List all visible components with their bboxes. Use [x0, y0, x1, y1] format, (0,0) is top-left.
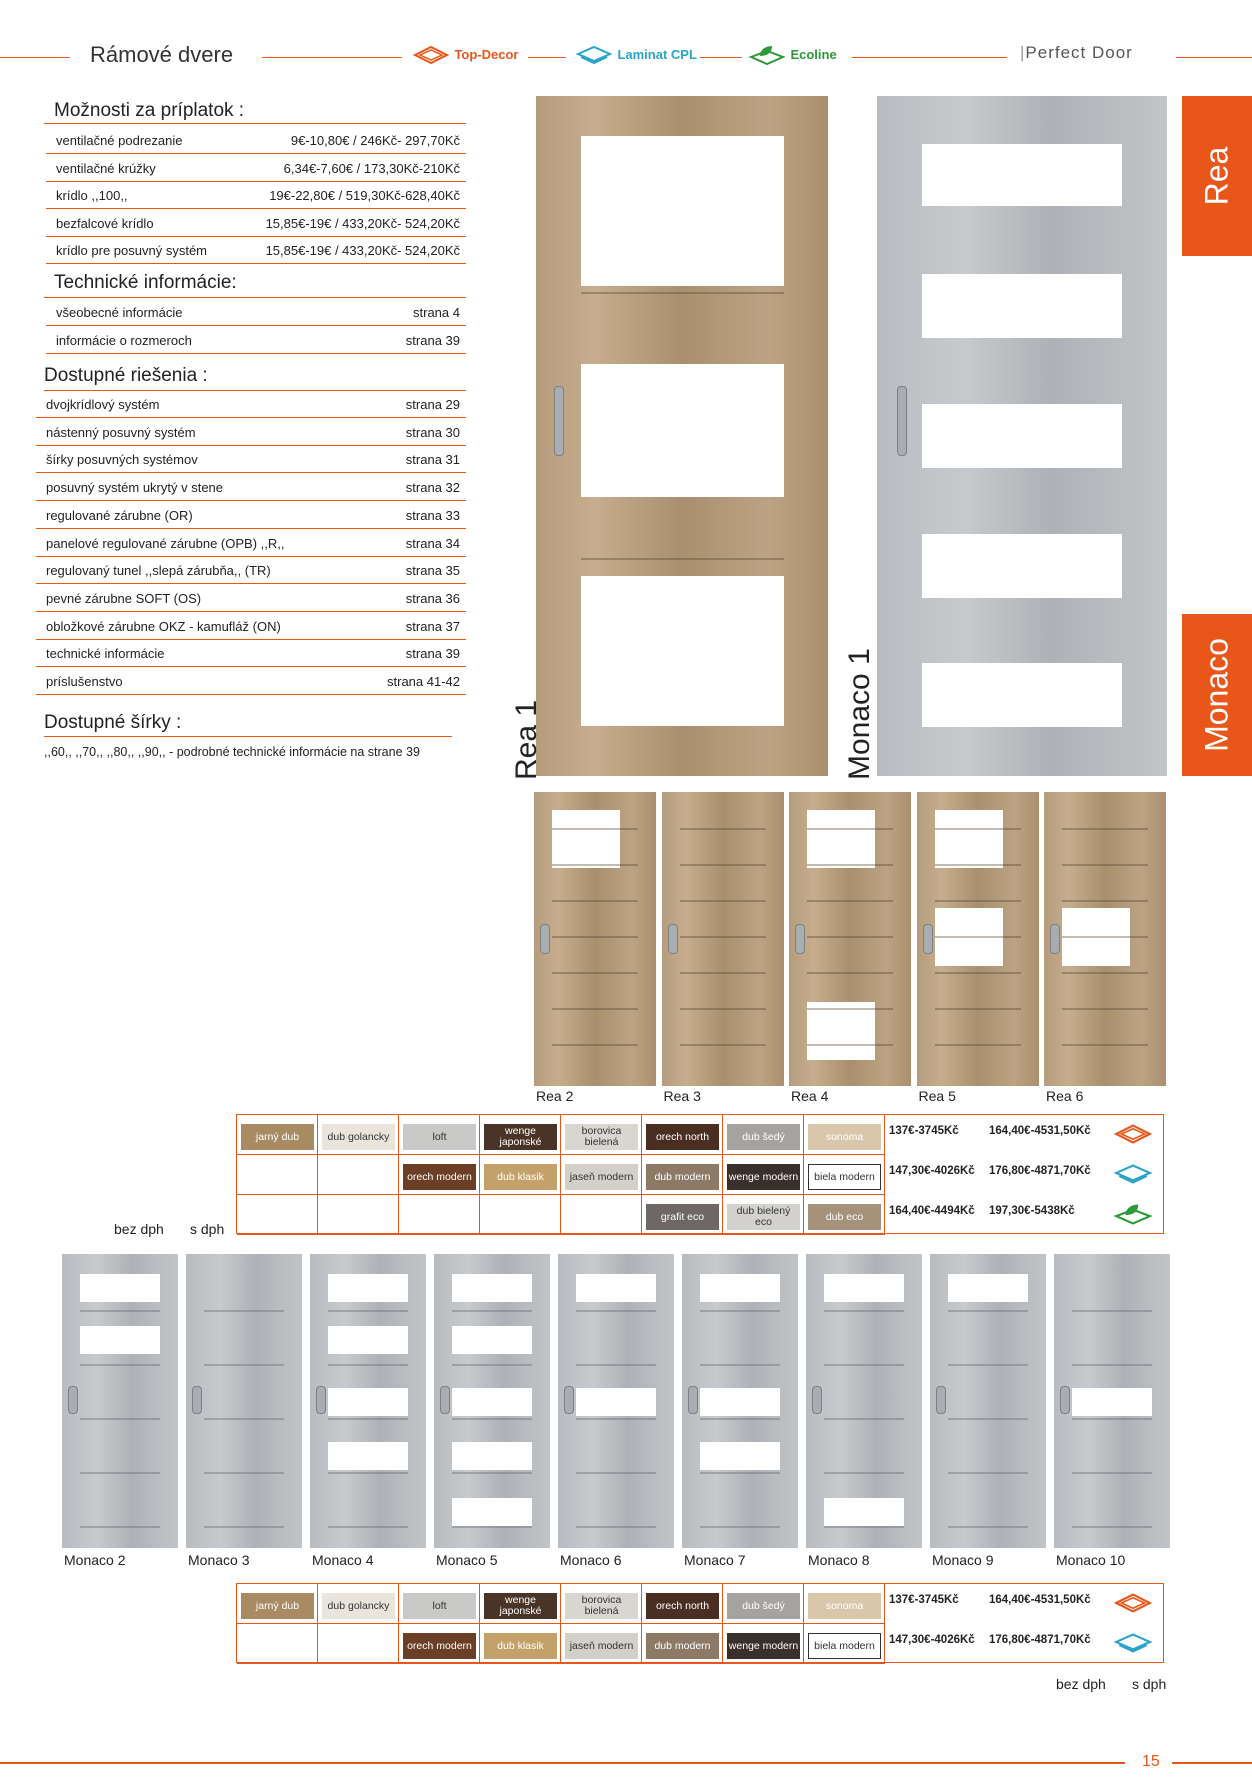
tab-label: Monaco: [1198, 638, 1235, 752]
row-value: 6,34€-7,60€ / 173,30Kč-210Kč: [283, 160, 460, 176]
color-swatch: wenge modern: [727, 1633, 800, 1659]
table-row: [36, 641, 466, 667]
table-row: [36, 475, 466, 501]
brand-laminat: [575, 44, 697, 66]
table-row: [46, 128, 466, 154]
table-row: [36, 669, 466, 695]
color-swatch: jaseň modern: [565, 1633, 638, 1659]
monaco-door: [930, 1254, 1046, 1548]
section-rule: [44, 297, 466, 298]
brand-ecoline: [748, 44, 837, 66]
row-label: nástenný posuvný systém: [46, 424, 196, 440]
laminat-icon: [1113, 1161, 1153, 1187]
rea-door-label: Rea 4: [791, 1088, 829, 1104]
color-swatch: orech north: [646, 1124, 719, 1150]
row-label: bezfalcové krídlo: [56, 215, 154, 231]
row-label: ventilačné podrezanie: [56, 133, 183, 148]
row-value: strana 32: [405, 480, 460, 496]
table-row: [36, 558, 466, 584]
rea-1-label: Rea 1: [510, 699, 543, 780]
header-rule: [852, 57, 1007, 58]
row-value: 19€-22,80€ / 519,30Kč-628,40Kč: [269, 188, 460, 203]
row-label: krídlo ,,100,,: [56, 188, 128, 203]
color-grid: [236, 1583, 1164, 1663]
technicke-title: Technické informácie:: [54, 272, 237, 293]
color-swatch: borovica bielená: [565, 1124, 638, 1150]
color-swatch: borovica bielená: [565, 1593, 638, 1619]
color-swatch: sonoma: [808, 1593, 881, 1619]
color-swatch: jaseň modern: [565, 1164, 638, 1190]
s-dph-label: s dph: [190, 1221, 225, 1237]
brand-top-decor: [412, 44, 519, 66]
color-swatch: wenge japonské: [484, 1124, 557, 1150]
row-value: 15,85€-19€ / 433,20Kč- 524,20Kč: [265, 243, 460, 258]
price-s-dph: 197,30€-5438Kč: [989, 1205, 1075, 1217]
color-swatch: dub golancky: [322, 1593, 395, 1619]
row-label: regulovaný tunel ,,slepá zárubňa,, (TR): [46, 563, 271, 579]
monaco-1-door: [877, 96, 1167, 776]
monaco-1-label: Monaco 1: [843, 648, 876, 780]
color-swatch: dub eco: [808, 1204, 881, 1230]
row-label: príslušenstvo: [46, 674, 123, 689]
table-row: [36, 392, 466, 418]
color-swatch: orech modern: [403, 1633, 476, 1659]
price-s-dph: 176,80€-4871,70Kč: [989, 1165, 1091, 1177]
rea-door-label: Rea 2: [536, 1088, 574, 1104]
row-value: 15,85€-19€ / 433,20Kč- 524,20Kč: [265, 215, 460, 231]
row-value: strana 34: [405, 535, 460, 551]
row-label: dvojkrídlový systém: [46, 397, 160, 412]
color-swatch: jarný dub: [241, 1124, 314, 1150]
row-value: strana 36: [405, 590, 460, 606]
laminat-icon: [575, 44, 613, 66]
laminat-icon: [1113, 1630, 1153, 1656]
row-label: informácie o rozmeroch: [56, 332, 192, 348]
moznosti-title: Možnosti za príplatok :: [54, 100, 245, 121]
top-decor-icon: [1113, 1121, 1153, 1147]
color-swatch: wenge modern: [727, 1164, 800, 1190]
top-decor-icon: [412, 44, 450, 66]
header-rule: [0, 57, 70, 58]
tab-rea: [1182, 96, 1252, 256]
row-value: 9€-10,80€ / 246Kč- 297,70Kč: [290, 133, 460, 148]
monaco-door-label: Monaco 2: [64, 1552, 126, 1568]
price-bez-dph: 137€-3745Kč: [889, 1594, 959, 1606]
row-label: panelové regulované zárubne (OPB) ,,R,,: [46, 535, 285, 551]
row-value: strana 29: [405, 397, 460, 412]
color-swatch: orech modern: [403, 1164, 476, 1190]
table-row: [36, 531, 466, 557]
row-value: strana 39: [405, 332, 460, 348]
color-swatch: orech north: [646, 1593, 719, 1619]
header-rule: [528, 57, 566, 58]
rea-door-label: Rea 3: [663, 1088, 701, 1104]
sirky-text: ,,60,, ,,70,, ,,80,, ,,90,, - podrobné technické informácie na strane 39: [44, 745, 420, 759]
table-row: [46, 328, 466, 354]
page-number: 15: [1142, 1753, 1160, 1770]
row-value: strana 33: [405, 507, 460, 523]
row-value: strana 37: [405, 618, 460, 634]
section-rule: [44, 736, 452, 737]
color-swatch: jarný dub: [241, 1593, 314, 1619]
table-row: [36, 614, 466, 640]
rea-door: [789, 792, 911, 1086]
color-swatch: dub klasik: [484, 1164, 557, 1190]
rea-door-label: Rea 5: [918, 1088, 956, 1104]
row-value: strana 35: [405, 563, 460, 579]
price-s-dph: 164,40€-4531,50Kč: [989, 1125, 1091, 1137]
monaco-door-label: Monaco 7: [684, 1552, 746, 1568]
table-row: [46, 238, 466, 264]
table-row: [36, 420, 466, 446]
monaco-door: [558, 1254, 674, 1548]
table-row: [36, 586, 466, 612]
rea-1-door: [536, 96, 828, 776]
price-bez-dph: 147,30€-4026Kč: [889, 1634, 975, 1646]
bez-dph-label: bez dph: [1056, 1676, 1106, 1692]
color-swatch: loft: [403, 1593, 476, 1619]
row-value: strana 31: [405, 452, 460, 468]
brand-label: Ecoline: [790, 47, 837, 63]
color-swatch: biela modern: [808, 1164, 881, 1190]
price-bez-dph: 137€-3745Kč: [889, 1125, 959, 1137]
color-swatch: wenge japonské: [484, 1593, 557, 1619]
monaco-door-label: Monaco 10: [1056, 1552, 1126, 1568]
monaco-door: [186, 1254, 302, 1548]
row-value: strana 4: [413, 305, 460, 320]
row-label: technické informácie: [46, 646, 165, 662]
price-bez-dph: 164,40€-4494Kč: [889, 1205, 975, 1217]
row-value: strana 41-42: [387, 674, 460, 689]
color-swatch: dub golancky: [322, 1124, 395, 1150]
row-label: regulované zárubne (OR): [46, 507, 193, 523]
color-swatch: biela modern: [808, 1633, 881, 1659]
table-row: [46, 183, 466, 209]
table-row: [36, 447, 466, 473]
row-label: všeobecné informácie: [56, 305, 183, 320]
row-label: šírky posuvných systémov: [46, 452, 198, 468]
table-row: [46, 156, 466, 182]
ecoline-icon: [1113, 1201, 1153, 1227]
monaco-door: [806, 1254, 922, 1548]
rea-door: [534, 792, 656, 1086]
section-rule: [44, 123, 466, 124]
color-swatch: dub bielený eco: [727, 1204, 800, 1230]
header-rule: [262, 57, 402, 58]
table-row: [46, 300, 466, 326]
monaco-door-label: Monaco 6: [560, 1552, 622, 1568]
brand-label: Top-Decor: [454, 47, 519, 63]
price-s-dph: 164,40€-4531,50Kč: [989, 1594, 1091, 1606]
rea-door: [662, 792, 784, 1086]
row-value: strana 39: [405, 646, 460, 662]
footer-rule: [1172, 1762, 1252, 1764]
color-swatch: loft: [403, 1124, 476, 1150]
price-bez-dph: 147,30€-4026Kč: [889, 1165, 975, 1177]
color-grid: [236, 1114, 1164, 1234]
s-dph-label: s dph: [1132, 1676, 1167, 1692]
page-title: Rámové dvere: [90, 42, 234, 67]
row-label: ventilačné krúžky: [56, 160, 156, 176]
header-rule: [1176, 57, 1252, 58]
bez-dph-label: bez dph: [114, 1221, 164, 1237]
table-row: [36, 503, 466, 529]
sirky-title: Dostupné šírky :: [44, 712, 182, 733]
top-decor-icon: [1113, 1590, 1153, 1616]
row-value: strana 30: [405, 424, 460, 440]
color-swatch: dub šedý: [727, 1593, 800, 1619]
row-label: posuvný systém ukrytý v stene: [46, 480, 224, 496]
monaco-door: [1054, 1254, 1170, 1548]
monaco-door: [682, 1254, 798, 1548]
table-row: [46, 211, 466, 237]
ecoline-icon: [748, 44, 786, 66]
rea-door-label: Rea 6: [1046, 1088, 1084, 1104]
header-rule: [700, 57, 742, 58]
monaco-door-label: Monaco 4: [312, 1552, 374, 1568]
monaco-door-label: Monaco 8: [808, 1552, 870, 1568]
monaco-door-label: Monaco 9: [932, 1552, 994, 1568]
riesenia-title: Dostupné riešenia :: [44, 365, 208, 386]
monaco-door-label: Monaco 5: [436, 1552, 498, 1568]
color-swatch: grafit eco: [646, 1204, 719, 1230]
price-s-dph: 176,80€-4871,70Kč: [989, 1634, 1091, 1646]
brand-label: Laminat CPL: [617, 47, 697, 63]
logo-text: Perfect Door: [1025, 43, 1133, 62]
color-swatch: dub modern: [646, 1164, 719, 1190]
row-label: krídlo pre posuvný systém: [56, 243, 208, 258]
row-label: pevné zárubne SOFT (OS): [46, 590, 202, 606]
color-swatch: sonoma: [808, 1124, 881, 1150]
color-swatch: dub klasik: [484, 1633, 557, 1659]
row-label: obložkové zárubne OKZ - kamufláž (ON): [46, 618, 281, 634]
monaco-door-label: Monaco 3: [188, 1552, 250, 1568]
perfect-door-logo: |Perfect Door: [1020, 43, 1133, 62]
tab-monaco: [1182, 614, 1252, 776]
monaco-door: [62, 1254, 178, 1548]
footer-rule: [0, 1762, 1125, 1764]
color-swatch: dub modern: [646, 1633, 719, 1659]
rea-door: [917, 792, 1039, 1086]
rea-door: [1044, 792, 1166, 1086]
section-rule: [44, 390, 466, 391]
tab-label: Rea: [1198, 146, 1235, 206]
monaco-door: [434, 1254, 550, 1548]
monaco-door: [310, 1254, 426, 1548]
color-swatch: dub šedý: [727, 1124, 800, 1150]
